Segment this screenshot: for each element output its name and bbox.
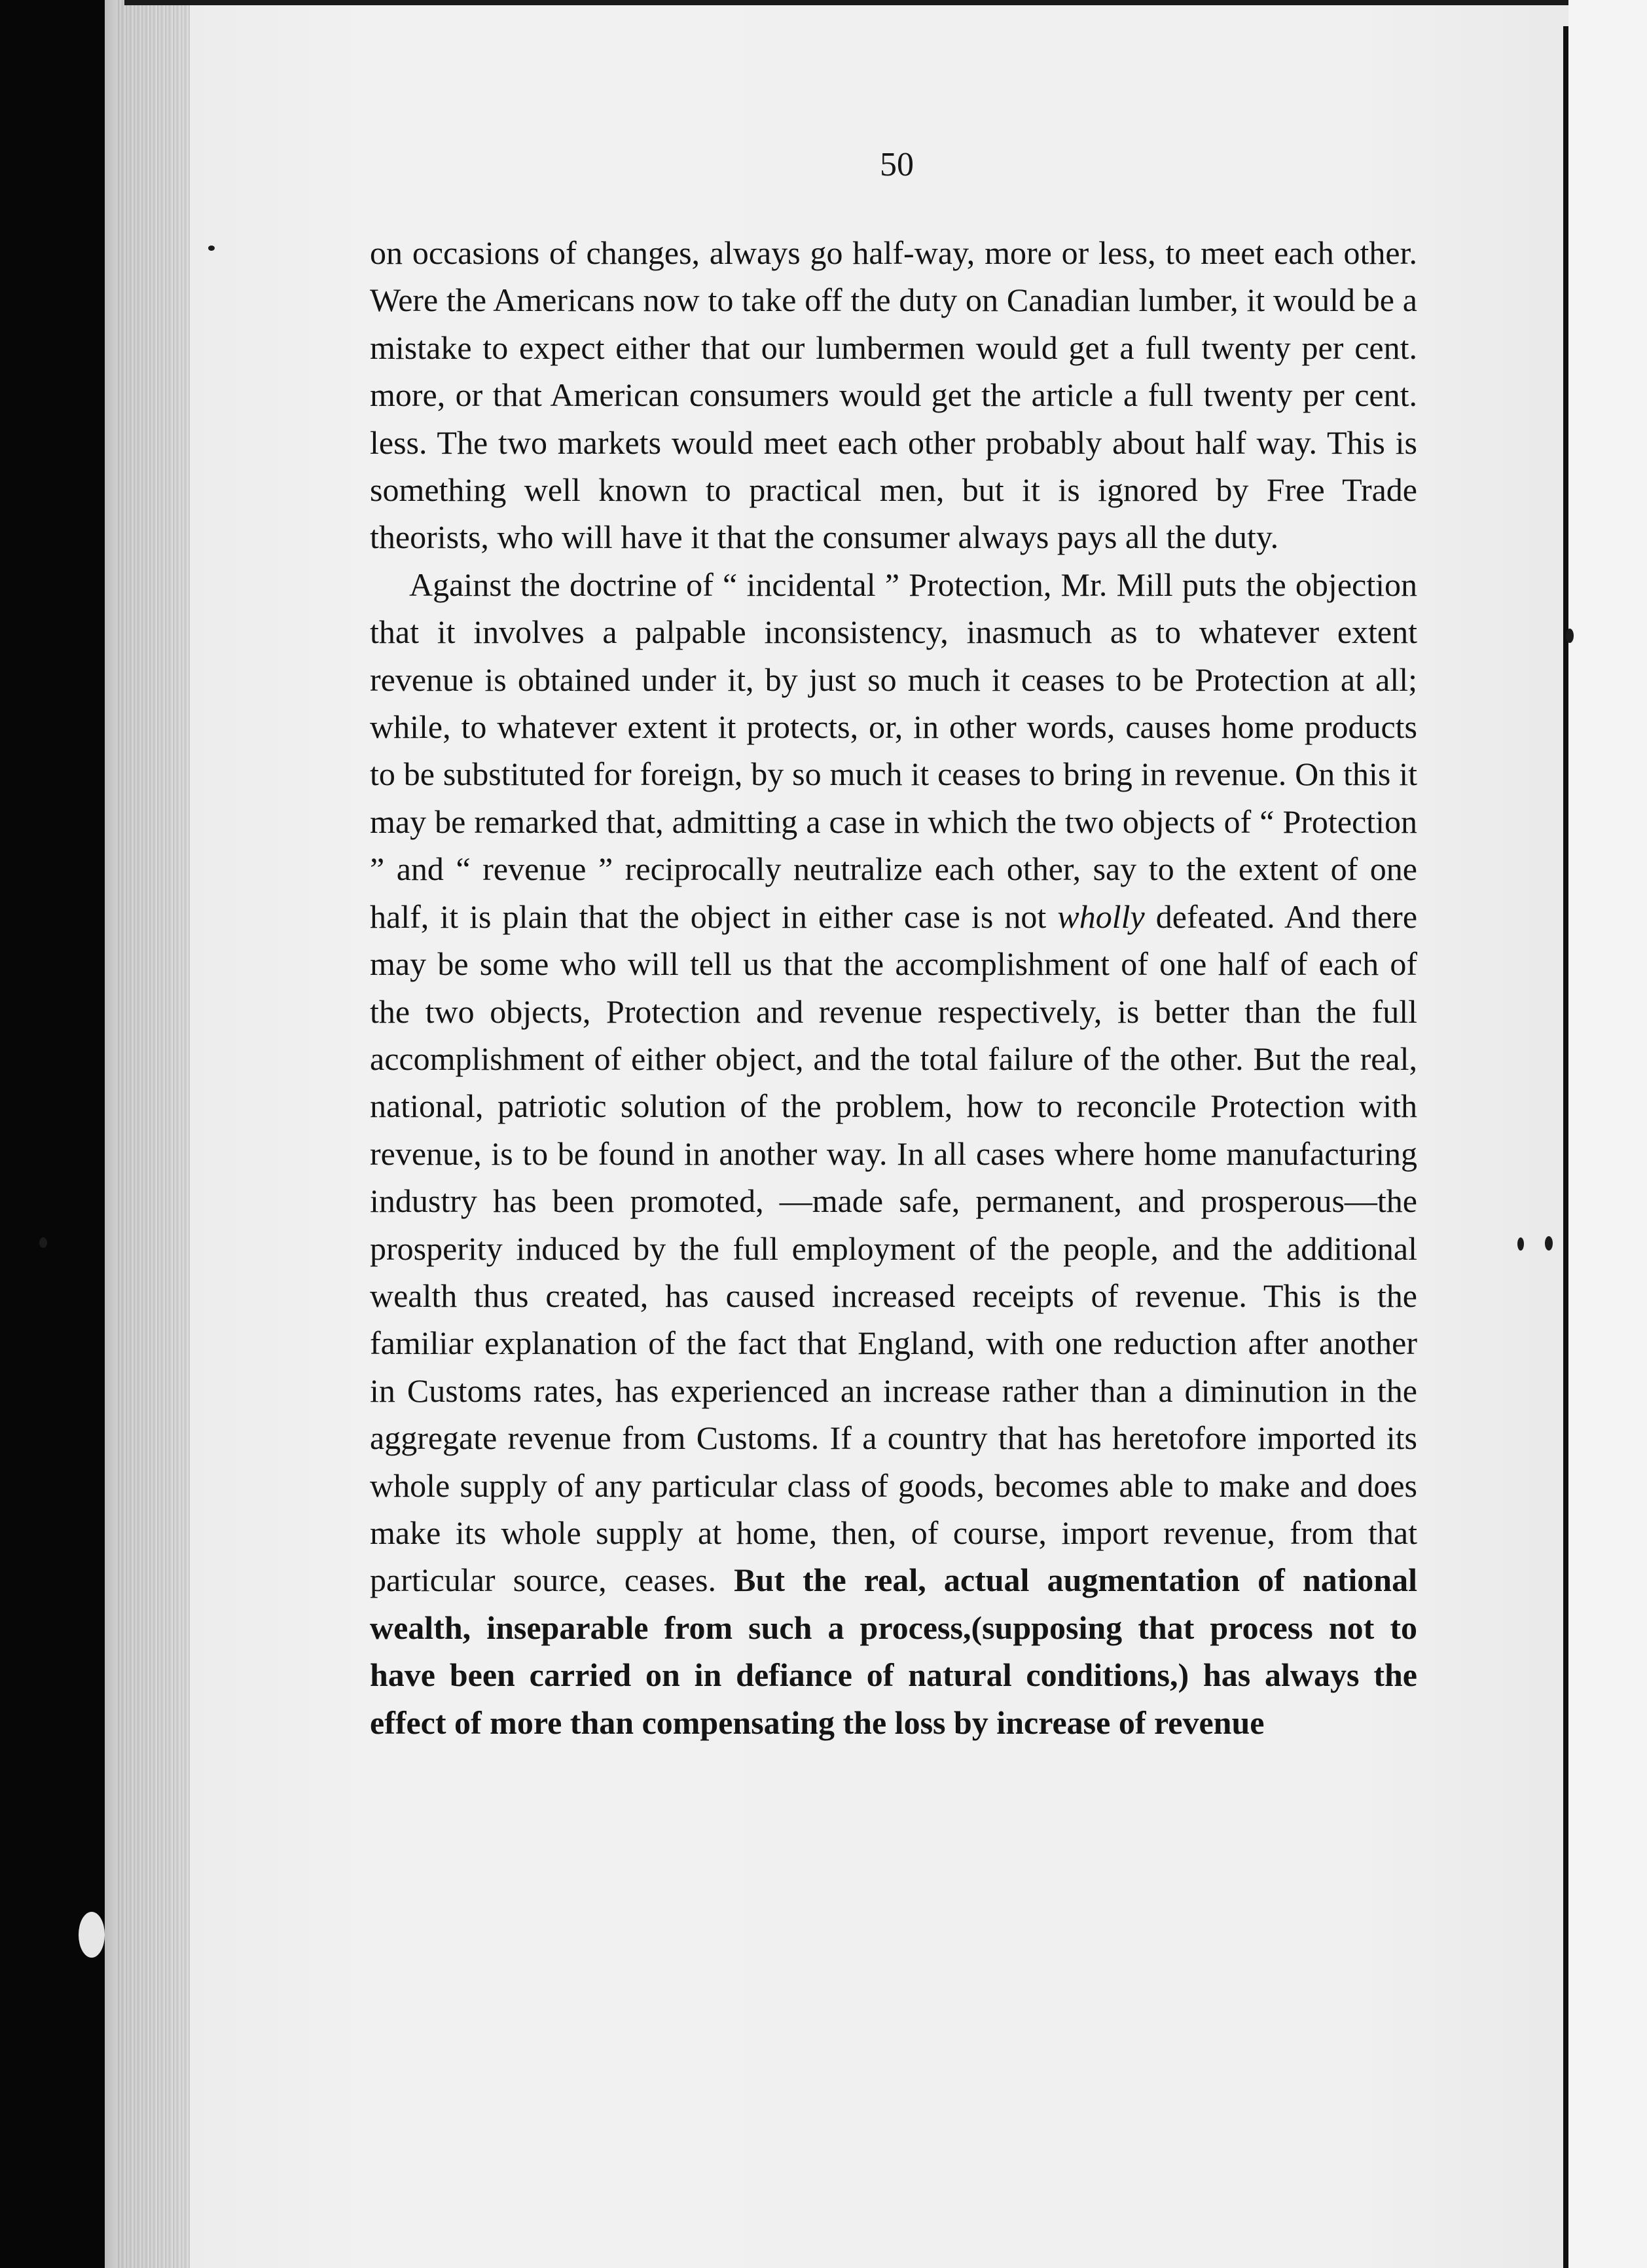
top-edge-shadow bbox=[124, 0, 1578, 5]
binding-edge bbox=[118, 0, 190, 2268]
ink-speck bbox=[1545, 1236, 1553, 1251]
ink-speck bbox=[208, 246, 215, 251]
paragraph-text-bold: But the real, actual augmentation of national wealth, inseparable from such a process,(supposing that process not to have been carried on in defiance of natural conditions,) has always the effect of more than compensating the loss by increase of revenue bbox=[370, 1562, 1418, 1741]
body-text bbox=[370, 229, 1417, 1746]
right-page-border bbox=[1563, 26, 1568, 2268]
right-margin-area bbox=[1568, 0, 1647, 2268]
ink-speck bbox=[39, 1237, 47, 1248]
emphasized-word: wholly bbox=[1057, 898, 1145, 935]
paragraph: on occasions of changes, always go half-way, more or less, to meet each other. Were the Americans now to take off the duty on Canadian lumber, it would be a mistake to expect either that our lumbermen would get a full twenty per cent. more, or that American consumers would get the article a full twenty per cent. less. The two markets would meet each other probably about half way. This is something well known to practical men, but it is ignored by Free Trade theorists, who will have it that the consumer always pays all the duty. bbox=[370, 234, 1417, 556]
paragraph bbox=[370, 561, 1417, 1746]
paragraph-text: defeated. And there may be some who will tell us that the accomplishment of one half of each of the two objects, Protection and revenue respectively, is better than the full accomplishment of either object, and the total failure of the other. But the real, national, patriotic solution of the problem, how to reconcile Protection with revenue, is to be found in another way. In all cases where home manufacturing industry has been promoted, —made safe, permanent, and prosperous—the prosperity induced by the full employment of the people, and the additional wealth thus created, has caused increased receipts of revenue. This is the familiar explanation of the fact that England, with one reduction after another in Customs rates, has experienced an increase rather than a diminution in the aggregate revenue from Customs. If a country that has heretofore imported its whole supply of any particular class of goods, becomes able to make and does make its whole supply at home, then, of course, import revenue, from that particular source, ceases. bbox=[370, 898, 1418, 1599]
ink-speck bbox=[1566, 629, 1574, 643]
ink-speck bbox=[1517, 1237, 1524, 1251]
paragraph-text: Against the doctrine of “ incidental ” Protection, Mr. Mill puts the objection that it involves a palpable inconsistency, inasmuch as to whatever extent revenue is obtained under it, by just so much it ceases to be Protection at all; while, to whatever extent it protects, or, in other words, causes home products to be substituted for foreign, by so much it ceases to bring in revenue. On this it may be remarked that, admitting a case in which the two objects of “ Protection ” and “ revenue ” reciprocally neutralize each other, say to the extent of one half, it is plain that the object in either case is not bbox=[370, 566, 1417, 935]
paper-tear bbox=[79, 1912, 105, 1958]
page-number: 50 bbox=[880, 146, 914, 183]
